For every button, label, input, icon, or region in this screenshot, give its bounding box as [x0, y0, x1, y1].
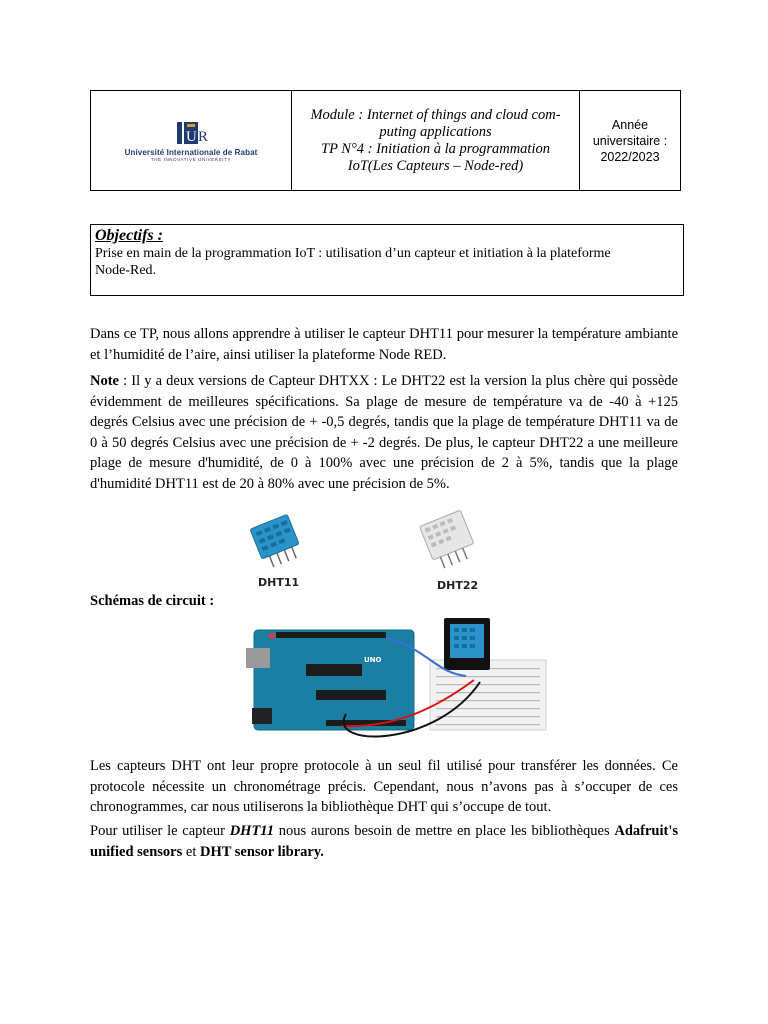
- library-name-2: DHT sensor library.: [199, 843, 324, 860]
- objectives-line-2: Node-Red.: [95, 263, 157, 278]
- library-text-2: nous aurons besoin de mettre en place les bibliothèques: [274, 823, 615, 839]
- svg-text:U: U: [186, 128, 197, 145]
- university-name: Université Internationale de Rabat: [124, 147, 258, 157]
- intro-paragraph: Dans ce TP, nous allons apprendre à utiliser le capteur DHT11 pour mesurer la température ambiante et l’humidité de l’aire, ainsi utiliser la plateforme Node RED.: [90, 326, 678, 363]
- library-name-1: Adafruit's unified sensors: [90, 823, 679, 860]
- svg-text:R: R: [198, 128, 209, 145]
- year-line-3: 2022/2023: [600, 149, 660, 164]
- note-text: : Il y a deux versions de Capteur DHTXX : Le DHT22 est la version la plus chère qui possède évidemment de meilleures spécifications. Sa plage de mesure de température va de -40 à +125 degrés Celsius avec une précision de + -0,5 degrés, tandis que la plage de température DHT11 va de 0 à 50 degrés Celsius avec une précision de + -2 degrés. De plus, le capteur DHT22 a une meilleure plage de mesure d'humidité, de 0 à 100% avec une précision de 2 à 5%, tandis que la plage d'humidité DHT11 est de 20 à 80% avec une précision de 5%.: [90, 373, 678, 492]
- academic-year-cell: [580, 91, 680, 190]
- year-line-1: Année: [611, 117, 649, 132]
- objectives-line-1: Prise en main de la programmation IoT : utilisation d’un capteur et initiation à la plateforme: [95, 246, 611, 261]
- dht22-sensor-image: [414, 508, 486, 568]
- dht22-label: DHT22: [437, 579, 479, 592]
- schema-title: Schémas de circuit :: [90, 593, 215, 609]
- year-line-2: universitaire :: [592, 133, 668, 148]
- library-sensor-name: DHT11: [229, 823, 274, 839]
- module-line-2: puting applications: [379, 123, 492, 140]
- dht11-label: DHT11: [258, 576, 300, 589]
- library-text-3: et: [182, 843, 200, 860]
- note-paragraph: [90, 371, 678, 494]
- university-logo-cell: [91, 91, 292, 190]
- university-tagline: THE INNOVATIVE UNIVERSITY: [150, 156, 232, 162]
- library-paragraph: [90, 821, 678, 862]
- module-title-cell: [292, 91, 580, 190]
- uir-logo-icon: [176, 120, 209, 146]
- dht11-sensor-image: [242, 512, 312, 568]
- objectives-box: [90, 224, 684, 296]
- library-text-1: Pour utiliser le capteur: [90, 823, 230, 839]
- protocol-paragraph: Les capteurs DHT ont leur propre protocole à un seul fil utilisé pour transférer les données. Ce protocole nécessite un chronométrage précis. Cependant, nous n’avons pas à s’occuper de ces chronogrammes, car nous utiliserons la bibliothèque DHT qui s’occupe de tout.: [90, 758, 678, 815]
- svg-text:UNO: UNO: [364, 656, 382, 664]
- circuit-diagram-image: [246, 618, 550, 742]
- module-line-3: TP N°4 : Initiation à la programmation: [321, 140, 550, 157]
- module-line-4: IoT(Les Capteurs – Node-red): [347, 157, 524, 174]
- header-table: [90, 90, 681, 191]
- objectives-title: Objectifs :: [95, 227, 163, 244]
- note-label: Note: [90, 373, 119, 389]
- module-line-1: Module : Internet of things and cloud com-: [310, 106, 561, 123]
